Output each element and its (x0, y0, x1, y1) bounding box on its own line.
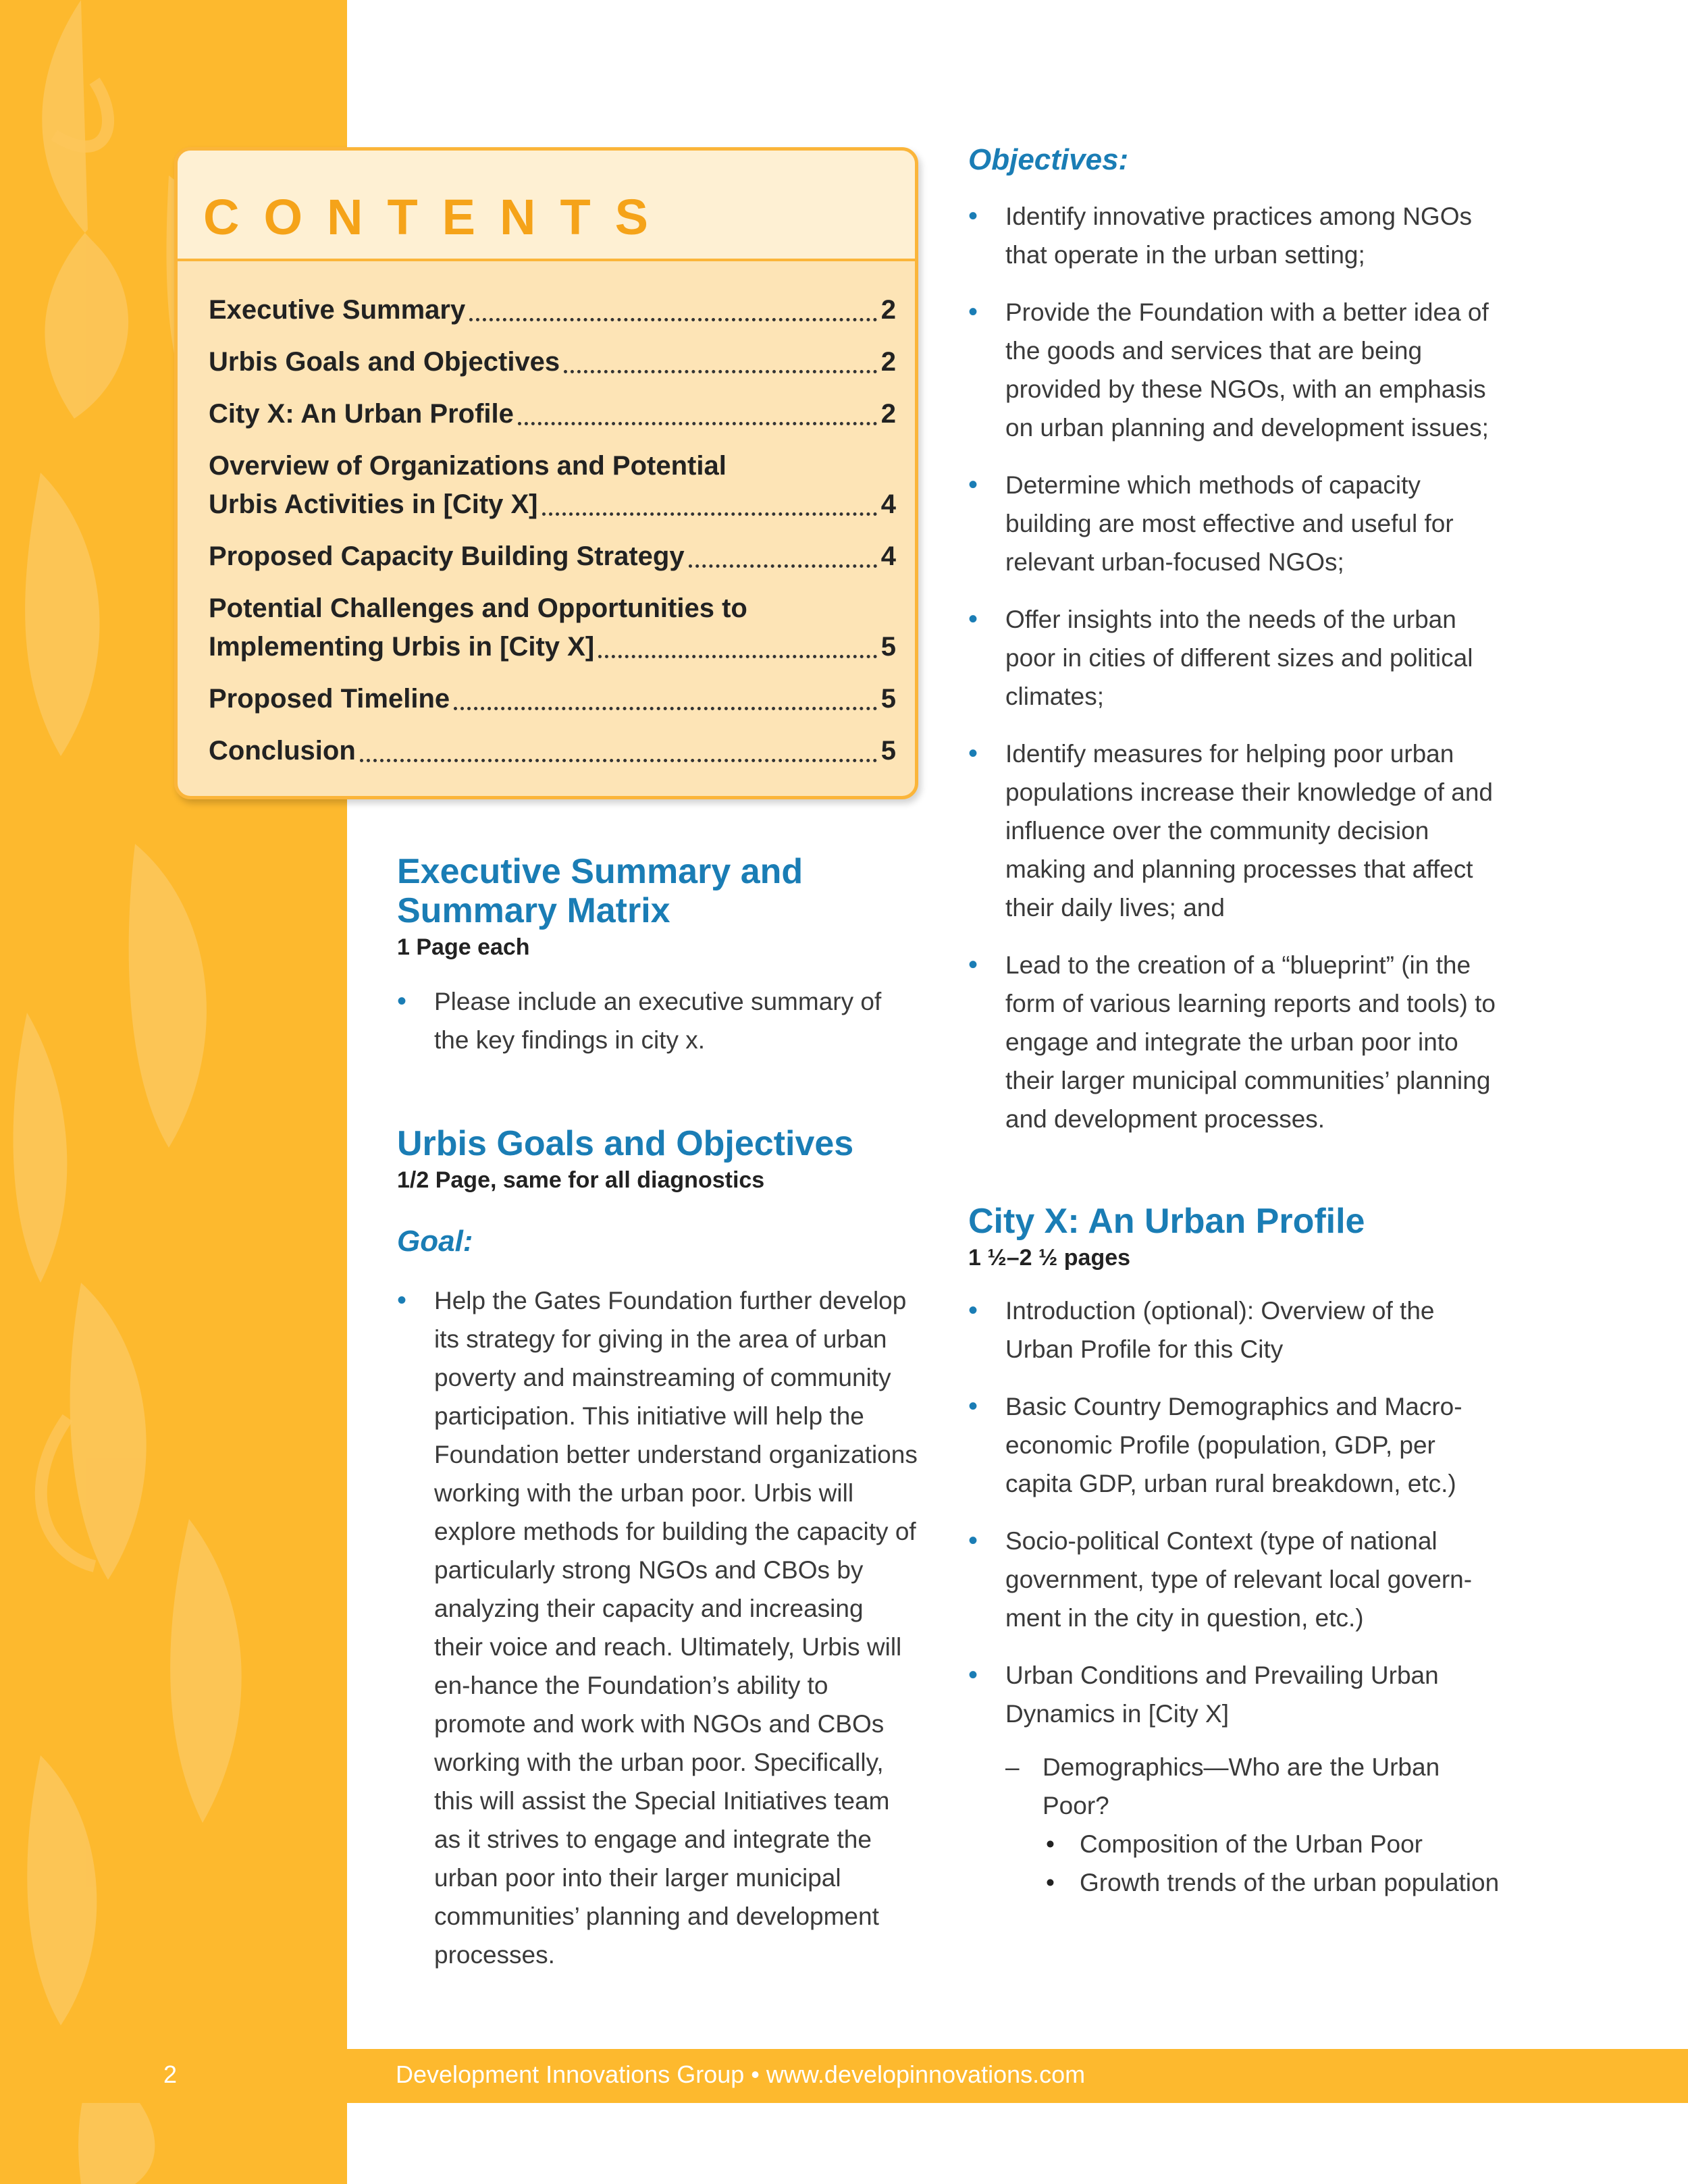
toc-leader (564, 370, 877, 373)
toc-entry-title: Urbis Activities in [City X] (209, 489, 538, 519)
list-item: • Help the Gates Foundation further develop its strategy for giving in the area of urban poverty and mainstreaming of community participation. This initiative will help the Foundation better understand organizations working with the urban poor. Urbis will explore methods for building the capacity of particularly strong NGOs and CBOs by analyzing their capacity and increasing their voice and reach. Ultimately, Urbis will en-hance the Foundation’s ability to promote and work with NGOs and CBOs working with the urban poor. Specifically, this will assist the Special Initiatives team as it strives to engage and integrate the urban poor into their larger municipal communities’ planning and development processes. (397, 1281, 918, 1974)
toc-entry-page: 2 (880, 399, 896, 429)
contents-header (178, 151, 915, 261)
list-item: • Identify innovative practices among NGOs that operate in the urban setting; (968, 197, 1502, 274)
goals-heading: Urbis Goals and Objectives (397, 1124, 854, 1163)
toc-entry-page: 4 (880, 541, 896, 571)
objectives-section (968, 143, 1502, 1138)
toc-leader (518, 422, 877, 425)
list-item: • Socio-political Context (type of national government, type of relevant local govern-ment in the city in question, etc.) (968, 1522, 1502, 1637)
sub-bullet: • (1046, 1830, 1055, 1858)
sub-bullet: • (1046, 1869, 1055, 1896)
contents-box (174, 147, 918, 799)
toc-entry-title: Implementing Urbis in [City X] (209, 632, 595, 662)
list-item: • Basic Country Demographics and Macro-economic Profile (population, GDP, per capita GDP, urban rural breakdown, etc.) (968, 1387, 1502, 1503)
toc-leader (542, 512, 877, 516)
objectives-label: Objectives: (968, 143, 1129, 176)
toc-leader (469, 318, 877, 321)
list-item: • Provide the Foundation with a better idea of the goods and services that are being provided by these NGOs, with an emphasis on urban planning and development issues; (968, 293, 1502, 447)
toc-entry-page: 2 (880, 295, 896, 325)
city-profile-subheading: 1 ½–2 ½ pages (968, 1245, 1131, 1271)
dash-marker: – (1005, 1753, 1020, 1781)
toc-entry[interactable] (209, 291, 896, 329)
toc-entry-page: 5 (880, 684, 896, 714)
toc-entry-title: Executive Summary (209, 295, 466, 325)
toc-entry-title: Urbis Goals and Objectives (209, 347, 560, 377)
toc-entry-title: Proposed Timeline (209, 684, 450, 714)
city-profile-section (968, 1202, 1502, 1902)
toc-leader (360, 759, 877, 762)
toc-entry-title: Proposed Capacity Building Strategy (209, 541, 685, 571)
list-item: • Determine which methods of capacity building are most effective and useful for relevant urban-focused NGOs; (968, 466, 1502, 581)
toc-leader (598, 655, 877, 658)
exec-summary-list (397, 982, 918, 1059)
list-item: • Offer insights into the needs of the urban poor in cities of different sizes and political climates; (968, 600, 1502, 716)
contents-title: CONTENTS (203, 189, 672, 245)
sub-item-text: Growth trends of the urban population (1080, 1869, 1500, 1896)
toc-entry[interactable] (209, 395, 896, 433)
toc-entry[interactable] (209, 732, 896, 770)
toc-entry-page: 4 (880, 489, 896, 519)
exec-summary-heading-line1: Executive Summary and (397, 852, 803, 891)
toc-entry-title-line1: Overview of Organizations and Potential (209, 451, 727, 481)
exec-summary-subheading: 1 Page each (397, 934, 530, 960)
toc-entry-title: City X: An Urban Profile (209, 399, 514, 429)
toc-entry-page: 5 (880, 736, 896, 766)
list-item: • Introduction (optional): Overview of the Urban Profile for this City (968, 1291, 1502, 1368)
goals-section (397, 1124, 918, 1974)
toc-leader (689, 564, 877, 568)
objectives-list (968, 197, 1502, 1138)
table-of-contents (209, 291, 896, 784)
list-item: • Identify measures for helping poor urban populations increase their knowledge of and influence over the community decision making and planning processes that affect their daily lives; and (968, 735, 1502, 927)
sub-item (968, 1825, 1502, 1863)
goal-list (397, 1281, 918, 1974)
toc-entry[interactable] (209, 589, 896, 666)
exec-summary-section (397, 852, 918, 1059)
goal-label: Goal: (397, 1225, 473, 1258)
toc-entry-title-line1: Potential Challenges and Opportunities to (209, 593, 747, 623)
toc-entry[interactable] (209, 680, 896, 718)
toc-entry[interactable] (209, 343, 896, 381)
toc-entry-title: Conclusion (209, 736, 356, 766)
city-profile-list (968, 1291, 1502, 1733)
dash-item-text: Demographics—Who are the Urban Poor? (1043, 1753, 1440, 1819)
toc-entry-page: 2 (880, 347, 896, 377)
toc-entry[interactable] (209, 447, 896, 524)
footer-text: Development Innovations Group • www.developinnovations.com (396, 2060, 1086, 2088)
toc-entry-page: 5 (880, 632, 896, 662)
dash-item (968, 1748, 1502, 1825)
sub-item (968, 1863, 1502, 1902)
list-item: • Urban Conditions and Prevailing Urban Dynamics in [City X] (968, 1656, 1502, 1733)
page-number: 2 (163, 2060, 178, 2088)
toc-leader (454, 707, 877, 710)
goals-subheading: 1/2 Page, same for all diagnostics (397, 1167, 765, 1193)
sub-item-text: Composition of the Urban Poor (1080, 1830, 1423, 1858)
list-item: • Please include an executive summary of the key findings in city x. (397, 982, 918, 1059)
exec-summary-heading-line2: Summary Matrix (397, 891, 670, 930)
toc-entry[interactable] (209, 537, 896, 576)
city-profile-heading: City X: An Urban Profile (968, 1202, 1365, 1241)
list-item: • Lead to the creation of a “blueprint” (in the form of various learning reports and tools) to engage and integrate the urban poor into their larger municipal communities’ planning and development processes. (968, 946, 1502, 1138)
